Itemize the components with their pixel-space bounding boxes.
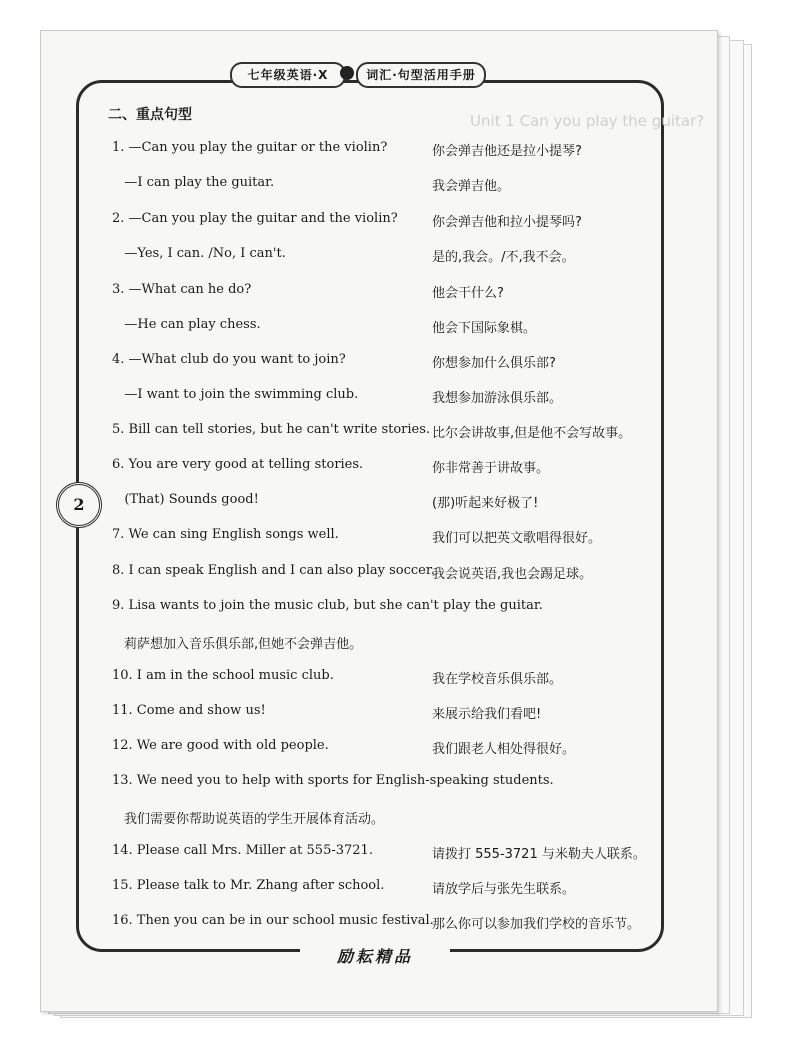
sentence-chinese: 我们可以把英文歌唱得很好。	[432, 531, 602, 546]
sentence-english: 11. Come and show us!	[112, 703, 266, 718]
sentence-chinese: 来展示给我们看吧!	[432, 707, 542, 722]
sentence-english: —I can play the guitar.	[112, 175, 275, 190]
sentence-chinese: 我在学校音乐俱乐部。	[432, 672, 563, 687]
sentence-chinese: 你非常善于讲故事。	[432, 461, 550, 476]
show-through-title: Unit 1 Can you play the guitar?	[470, 112, 705, 130]
sentence-english: 1. —Can you play the guitar or the violin?	[112, 140, 388, 155]
sentence-chinese: 我们跟老人相处得很好。	[432, 742, 576, 757]
sentence-chinese: 那么你可以参加我们学校的音乐节。	[432, 917, 641, 932]
sentence-chinese: 我们需要你帮助说英语的学生开展体育活动。	[124, 812, 385, 827]
sentence-chinese: 你想参加什么俱乐部?	[432, 356, 556, 371]
footer-brand-logo: 励耘精品	[300, 944, 450, 966]
sentence-english: 14. Please call Mrs. Miller at 555-3721.	[112, 843, 373, 858]
sentence-english: —He can play chess.	[112, 317, 261, 332]
sentence-english: —I want to join the swimming club.	[112, 387, 359, 402]
sentence-english: 10. I am in the school music club.	[112, 668, 334, 683]
sentence-english: 9. Lisa wants to join the music club, but she can't play the guitar.	[112, 598, 543, 613]
header-grade-tag: 七年级英语·X	[230, 62, 346, 88]
sentence-english: —Yes, I can. /No, I can't.	[112, 246, 286, 261]
sentence-chinese: 请放学后与张先生联系。	[432, 882, 576, 897]
sentence-english: (That) Sounds good!	[112, 492, 259, 507]
sentence-english: 4. —What club do you want to join?	[112, 352, 346, 367]
sentence-english: 5. Bill can tell stories, but he can't write stories.	[112, 422, 431, 437]
sentence-chinese: (那)听起来好极了!	[432, 496, 539, 511]
sentence-chinese: 我会弹吉他。	[432, 179, 511, 194]
sentence-chinese: 是的,我会。/不,我不会。	[432, 250, 575, 265]
sentence-english: 7. We can sing English songs well.	[112, 527, 339, 542]
sentence-chinese: 比尔会讲故事,但是他不会写故事。	[432, 426, 632, 441]
header-handbook-tag: 词汇·句型活用手册	[356, 62, 486, 88]
sentence-chinese: 你会弹吉他和拉小提琴吗?	[432, 215, 582, 230]
section-title: 二、重点句型	[108, 107, 192, 123]
sentence-english: 15. Please talk to Mr. Zhang after school.	[112, 878, 385, 893]
sentence-chinese: 他会干什么?	[432, 286, 504, 301]
sentence-chinese: 他会下国际象棋。	[432, 321, 537, 336]
sentence-chinese: 你会弹吉他还是拉小提琴?	[432, 144, 582, 159]
sentence-english: 8. I can speak English and I can also play soccer.	[112, 563, 435, 578]
header-dot-icon	[340, 66, 354, 80]
sentence-chinese: 莉萨想加入音乐俱乐部,但她不会弹吉他。	[124, 637, 363, 652]
sentence-english: 16. Then you can be in our school music festival.	[112, 913, 434, 928]
sentence-english: 2. —Can you play the guitar and the violin?	[112, 211, 398, 226]
page-number-badge: 2	[56, 482, 102, 528]
sentence-chinese: 我想参加游泳俱乐部。	[432, 391, 563, 406]
sentence-english: 13. We need you to help with sports for English-speaking students.	[112, 773, 554, 788]
sentence-chinese: 我会说英语,我也会踢足球。	[432, 567, 593, 582]
sentence-chinese: 请拨打 555-3721 与米勒夫人联系。	[432, 847, 646, 862]
sentence-english: 6. You are very good at telling stories.	[112, 457, 364, 472]
sentence-english: 12. We are good with old people.	[112, 738, 329, 753]
sentence-english: 3. —What can he do?	[112, 282, 252, 297]
